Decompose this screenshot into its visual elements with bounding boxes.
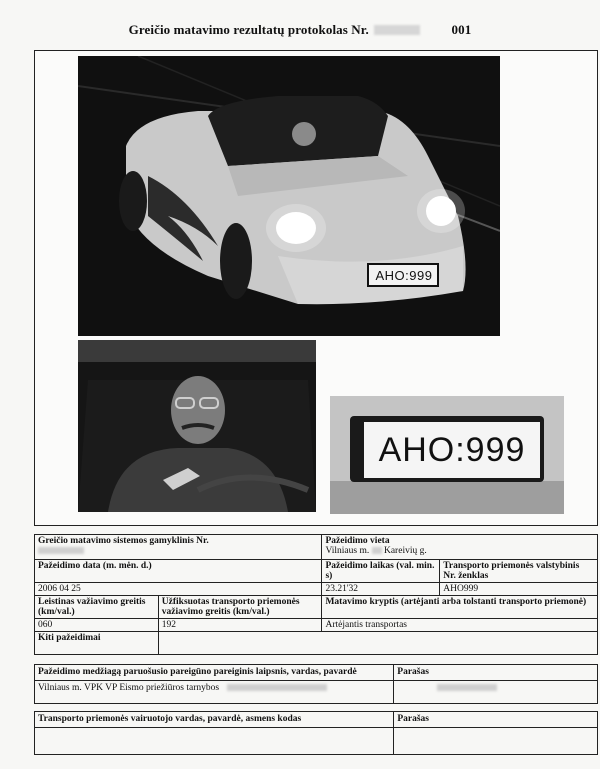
driver-photo xyxy=(78,340,316,512)
other-violations-label: Kiti pažeidimai xyxy=(35,632,159,655)
redacted-place-part xyxy=(372,547,382,554)
officer-table xyxy=(34,664,598,704)
redacted-officer-name xyxy=(227,684,327,691)
direction-value: Artėjantis transportas xyxy=(322,619,598,632)
plate-value: AHO999 xyxy=(440,583,598,596)
other-violations-value xyxy=(158,632,597,655)
place-label: Pažeidimo vieta xyxy=(325,536,390,546)
driver-signature-cell xyxy=(394,728,598,755)
car-plate-text: AHO:999 xyxy=(375,268,433,283)
car-photo xyxy=(78,56,500,336)
page-title xyxy=(0,22,600,38)
time-label: Pažeidimo laikas (val. min. s) xyxy=(322,560,440,583)
allowed-speed-label: Leistinas važiavimo greitis (km/val.) xyxy=(35,596,159,619)
place-cell xyxy=(322,535,598,560)
driver-signature-label: Parašas xyxy=(394,712,598,728)
car-illustration xyxy=(78,56,500,336)
direction-label: Matavimo kryptis (artėjanti arba tolstanti transporto priemonė) xyxy=(322,596,598,619)
redacted-system-number xyxy=(38,547,84,554)
place-street: Kareivių g. xyxy=(383,546,427,556)
place-value xyxy=(325,546,594,556)
allowed-speed-value: 060 xyxy=(35,619,159,632)
plate-closeup-text: AHO:999 xyxy=(378,431,526,469)
officer-signature-label: Parašas xyxy=(394,665,598,681)
driver-illustration xyxy=(78,340,316,512)
driver-label: Transporto priemonės vairuotojo vardas, pavardė, asmens kodas xyxy=(35,712,394,728)
driver-table xyxy=(34,711,598,755)
plate-photo xyxy=(330,396,564,514)
violation-form xyxy=(34,534,598,655)
time-value: 23.21'32 xyxy=(322,583,440,596)
system-number-label: Greičio matavimo sistemos gamyklinis Nr. xyxy=(38,536,209,546)
date-label: Pažeidimo data (m. mėn. d.) xyxy=(35,560,322,583)
redacted-protocol-number xyxy=(374,25,420,35)
date-value: 2006 04 25 xyxy=(35,583,322,596)
officer-signature-cell xyxy=(394,681,598,704)
officer-value-cell xyxy=(35,681,394,704)
system-number-cell xyxy=(35,535,322,560)
recorded-speed-value: 192 xyxy=(158,619,322,632)
redacted-officer-signature xyxy=(437,684,497,691)
officer-label: Pažeidimo medžiagą paruošusio pareigūno pareiginis laipsnis, vardas, pavardė xyxy=(35,665,394,681)
plate-label: Transporto priemonės valstybinis Nr. ženklas xyxy=(440,560,598,583)
protocol-series: 001 xyxy=(451,22,472,37)
driver-value-cell xyxy=(35,728,394,755)
officer-value: Vilniaus m. VPK VP Eismo priežiūros tarnybos xyxy=(38,683,220,693)
place-city: Vilniaus m. xyxy=(325,546,370,556)
recorded-speed-label: Užfiksuotas transporto priemonės važiavimo greitis (km/val.) xyxy=(158,596,322,619)
title-text: Greičio matavimo rezultatų protokolas Nr. xyxy=(128,22,369,37)
